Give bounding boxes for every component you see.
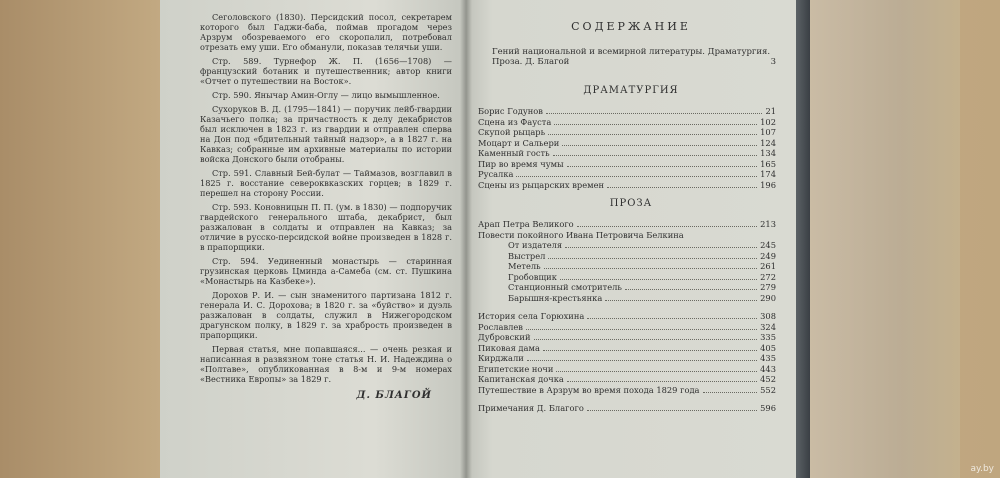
toc-entry [478, 322, 784, 333]
toc-entry-label: Станционный смотритель [508, 282, 622, 292]
watermark: ay.by [970, 464, 994, 474]
book-spine [460, 0, 472, 478]
toc-entry-label: Пиковая дама [478, 342, 540, 353]
toc-leader-dots [527, 360, 757, 361]
toc-leader-dots [553, 155, 757, 156]
toc-entry-label: Метель [508, 261, 541, 271]
toc-entry [478, 180, 784, 191]
toc-entry-page: 245 [760, 240, 776, 250]
note-paragraph: Стр. 590. Янычар Амин-Оглу — лицо вымышленное. [212, 90, 440, 100]
toc-title: СОДЕРЖАНИЕ [571, 20, 691, 33]
toc-entry-page: 196 [760, 179, 776, 190]
toc-entry [478, 272, 784, 283]
toc-entry-page: 324 [760, 321, 776, 332]
toc-entry-label: Арап Петра Великого [478, 219, 574, 229]
toc-intro [478, 47, 784, 67]
toc-entry [478, 230, 784, 241]
toc-entry-page: 124 [760, 137, 776, 148]
toc-leader-dots [607, 187, 757, 188]
open-book [160, 0, 1000, 478]
toc-entry [478, 374, 784, 385]
toc-entry-page: 261 [760, 261, 776, 271]
toc-entry-page: 21 [765, 106, 776, 116]
note-paragraph: Дорохов Р. И. — сын знаменитого партизана 1812 г. генерала И. С. Дорохова; в 1820 г. за «буйство» и дуэль разжалован в солдаты, служил в Нижегородском драгунском полку, в 1829 г. за храбрость произведен в прапорщики. [200, 290, 452, 340]
toc-entry-page: 134 [760, 148, 776, 158]
toc-entry-label: От издателя [508, 240, 563, 250]
note-paragraph: Стр. 589. Турнефор Ж. П. (1656—1708) — французский ботаник и путешественник; автор книги «Отчет о путешествии на Восток». [200, 56, 452, 86]
toc-intro-text: Гений национальной и всемирной литературы. Драматургия. Проза. Д. Благой [492, 47, 771, 67]
toc-entry-page: 290 [760, 292, 776, 303]
toc-entry-label: Выстрел [508, 250, 546, 261]
toc-entry [478, 148, 784, 159]
toc-entry-label: Египетские ночи [478, 363, 554, 374]
toc-leader-dots [587, 318, 757, 319]
toc-entry-page: 279 [760, 282, 776, 292]
toc-entry [478, 169, 784, 180]
toc-entry-label: Моцарт и Сальери [478, 137, 560, 148]
background-surface [810, 0, 960, 478]
toc-leader-dots [543, 350, 757, 351]
toc-entry-label: Борис Годунов [478, 106, 543, 116]
toc-leader-dots [560, 279, 757, 280]
toc-entry [478, 240, 784, 251]
right-page-contents [466, 0, 796, 478]
toc-gap [478, 303, 784, 311]
toc-gap [478, 395, 784, 403]
toc-leader-dots [544, 268, 757, 269]
notes-list [200, 12, 452, 384]
toc-leader-dots [516, 176, 757, 177]
toc-entry-page: 452 [760, 374, 776, 384]
toc-entry-page: 435 [760, 353, 776, 363]
toc-leader-dots [567, 381, 757, 382]
toc-entry-page: 213 [760, 219, 776, 229]
toc-entry-page: 174 [760, 169, 776, 179]
toc-leader-dots [605, 300, 757, 301]
note-paragraph: Первая статья, мне попавшаяся... — очень резкая и написанная в развязном тоне статья Н. И. Надеждина о «Полтаве», опубликованная в 8-м и 9-м номерах «Вестника Европы» за 1829 г. [200, 344, 452, 384]
toc-leader-dots [546, 113, 763, 114]
toc-section-title: ПРОЗА [609, 198, 653, 209]
toc-leader-dots [625, 289, 757, 290]
toc-entry-label: Путешествие в Арзрум во время похода 1829 года [478, 384, 700, 395]
toc-entry-label: Гробовщик [508, 271, 557, 282]
note-paragraph: Стр. 594. Уединенный монастырь — старинная грузинская церковь Цминда а-Самеба (см. ст. Пушкина «Монастырь на Казбеке»). [200, 256, 452, 286]
toc-entry-page: 102 [760, 116, 776, 127]
toc-entry [478, 127, 784, 138]
toc-entry [478, 159, 784, 170]
toc-entry-page: 335 [760, 332, 776, 342]
toc-leader-dots [526, 329, 757, 330]
toc-entry [478, 353, 784, 364]
toc-entry [478, 385, 784, 396]
toc-entry-label: Барышня-крестьянка [508, 292, 603, 303]
toc-entry-label: Сцены из рыцарских времен [478, 179, 605, 190]
toc-intro-page: 3 [770, 57, 776, 67]
toc-entry-page: 405 [760, 342, 776, 353]
toc-entry-label: Примечания Д. Благого [478, 403, 584, 413]
toc-leader-dots [554, 124, 757, 125]
author-signature: Д. БЛАГОЙ [356, 390, 432, 401]
note-paragraph: Стр. 593. Коновницын П. П. (ум. в 1830) — подпоручик гвардейского генерального штаба, декабрист, был разжалован в солдаты и отправлен на Кавказ; за отличие в русско-персидской войне произведен в 1828 г. в прапорщики. [200, 202, 452, 252]
toc-entry-label: Рославлев [478, 321, 523, 332]
toc-sections [478, 85, 784, 414]
toc-leader-dots [556, 371, 757, 372]
toc-entry [478, 364, 784, 375]
toc-entry-page: 596 [760, 403, 776, 413]
toc-entry-label: Кирджали [478, 353, 524, 363]
table-surface [0, 0, 160, 478]
toc-entry [478, 311, 784, 322]
toc-entry [478, 332, 784, 343]
toc-entry-label: Пир во время чумы [478, 158, 564, 169]
note-paragraph: Сухоруков В. Д. (1795—1841) — поручик лейб-гвардии Казачьего полка; за причастность к делу декабристов был исключен в 1823 г. из гвардии и отправлен сперва на Дон под «бдительный тайный надзор», а в 1827 г. на Кавказ; собранные им архивные материалы по истории войска Донского были отобраны. [200, 104, 452, 164]
toc-entry [478, 251, 784, 262]
toc-entry-label: Дубровский [478, 332, 531, 342]
book-cover-edge [796, 0, 810, 478]
toc-entry-label: Русалка [478, 169, 514, 179]
note-paragraph: Стр. 591. Славный Бей-булат — Таймазов, возглавил в 1825 г. восстание североквказских горцев; в 1829 г. перешел на сторону России. [200, 168, 452, 198]
toc-entry [478, 106, 784, 117]
toc-entry [478, 117, 784, 128]
toc-entry [478, 403, 784, 414]
toc-entry [478, 138, 784, 149]
toc-entry-page: 308 [760, 311, 776, 321]
toc-entry-page: 249 [760, 250, 776, 261]
toc-entry [478, 293, 784, 304]
toc-entry-label: История села Горюхина [478, 311, 585, 321]
toc-entry-page: 165 [760, 158, 776, 169]
toc-entry-page: 443 [760, 363, 776, 374]
toc-leader-dots [567, 166, 757, 167]
toc-entry-label: Сцена из Фауста [478, 116, 552, 127]
note-paragraph: Сеголовского (1830). Персидский посол, секретарем которого был Гаджи-баба, поймав прогадом через Арзрум обозреваемого его скоропалил, потребовал отрезать ему уши. Его обманули, показав телячьи уши. [200, 12, 452, 52]
toc-entry-label: Каменный гость [478, 148, 550, 158]
toc-leader-dots [562, 145, 757, 146]
toc-entry-label: Капитанская дочка [478, 374, 564, 384]
toc-entry-label: Повести покойного Ивана Петровича Белкина [478, 229, 684, 240]
toc-entry-label: Скупой рыцарь [478, 127, 546, 137]
toc-entry [478, 261, 784, 272]
toc-leader-dots [548, 258, 757, 259]
toc-entry-page: 272 [760, 271, 776, 282]
toc-entry [478, 219, 784, 230]
toc-leader-dots [577, 226, 757, 227]
toc-leader-dots [534, 339, 758, 340]
left-page-notes [160, 0, 466, 478]
toc-leader-dots [565, 247, 757, 248]
toc-leader-dots [703, 392, 758, 393]
toc-entry [478, 282, 784, 293]
toc-leader-dots [587, 410, 757, 411]
toc-entry-page: 552 [760, 384, 776, 395]
toc-entry [478, 343, 784, 354]
toc-entry-page: 107 [760, 127, 776, 137]
toc-leader-dots [548, 134, 757, 135]
toc-section-title: ДРАМАТУРГИЯ [583, 85, 679, 96]
